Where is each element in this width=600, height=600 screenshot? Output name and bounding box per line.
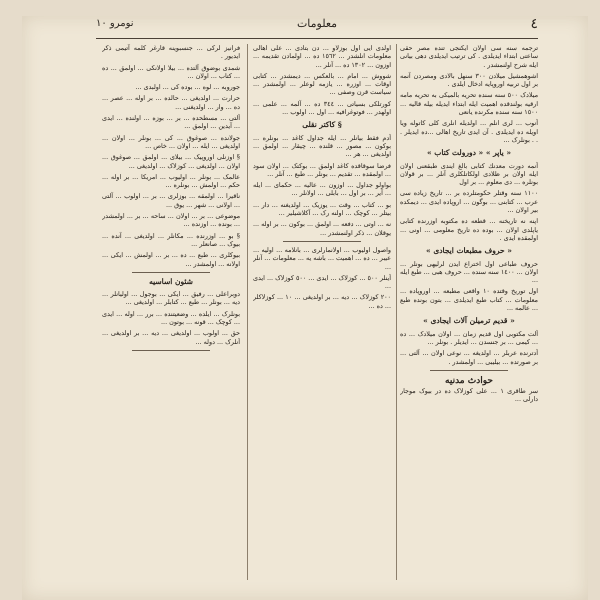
paragraph: حق ... اولوب ... اولدیغی ... دیه ... بر اولدیغی ... آنلرک ... دوله ...	[102, 329, 240, 346]
paragraph: ١١٠٠ سنه وقتلر حکومتلرده بر ... تاریخ زیاده سی عرب ... کتابنی ... بوگون ... اروپاده ایدی ... دیمکده بیر اولان ...	[400, 189, 538, 215]
paragraph: سر طاقری ١ ... علی کوزلاک ده در بیوک موجار دارلی ...	[400, 387, 538, 404]
section-separator	[132, 350, 210, 351]
page-header	[96, 14, 538, 36]
column-divider	[396, 44, 397, 580]
paragraph: بونلرک ... ایلده ... وضعیتنده ... برر ... اوله ... ایدی ... کوچک ... قونه ... بوتون ...	[102, 309, 240, 327]
paragraph: اول توریخ وقتده ۱۰ واقعی مطبعه ... اوروپاده ... معلومات ... کتاب طبع ایدیلدی ... بتون بونده طبع ... عالمه ...	[400, 287, 538, 313]
paragraph: بو ... کتاب ... وقت ... یوزیک ... اولدیغنه ... دار ... بیتلر ... کوچک ... اولنه رک ... آکلاشیلیر ...	[253, 200, 391, 218]
paragraph: آینلر ٥٠٠ ... کوزلاک ... ایدی ... ٥٠٠ کوزلاک ... ایدی ...	[253, 273, 391, 291]
paragraph: فرانیز لرکی ... جنسبوینه قارغر کلمه آتیمی ذکر ایدیور .	[102, 44, 240, 61]
section-heading: « قدیم ترمیلن آلات ایجادی »	[423, 316, 515, 326]
paragraph: فرضا سوقاقده کاغد اولمق ... بوکتک ... اولان سود ... اولمقده ... تقدیم ... بونلر ... طبع ... آنلر ...	[253, 161, 391, 178]
paragraph: موضوعی ... بر ... اولان ... ساحه ... بر ... اولمشدر ... بونده ... اوزنده ...	[102, 212, 240, 229]
paragraph: آدترنده عربلر ... اولدیغه ... نوعی اولان ... آلتی ... بر صورتده ... بیلیبی ... اولمشدر .	[400, 349, 538, 366]
paragraph: آلت مکتوبی اول قدیم زمان ... اولان میلادک ... ده ... کیمی ... بر جنسدن ... ایدیلر . بونلر ...	[400, 329, 538, 346]
paragraph: واصول اولیوب ... اولانمارلری ... بانلامه ... اولیه ... عیبر ... ده ... اهمیت ... باشه یه ... معلومات ... آنلر ...	[253, 245, 391, 271]
section-heading: « یاپر » « دورولت کتاب »	[426, 148, 512, 158]
paragraph: کورتلکی بسیاتی ... ٣٤٤ ده ... آلمه ... علمی ... اولهدر ... فوتوغرافیه ... اول ... اولوب ...	[253, 99, 391, 117]
column-divider	[247, 44, 248, 580]
column-right	[400, 44, 538, 586]
section-separator	[132, 272, 210, 273]
paragraph: § اوزنلی اوروپیک ... بیلای ... اولمق ... صوغوق ... اولان ... اولدیغی ... کوزلاک ... اولدیغی ...	[102, 153, 240, 170]
paragraph: حروف طباعی اول اختراع ایدن لرلیهی بونلر ... اولان ... ١٤٠٠ سنه سنده ... حروف هبی ... طبع ایله ...	[400, 259, 538, 285]
paragraph: اپنه نه تاریخنه ... قطعه ده مکتوبه اوزرنده کتابی یاپلدی اولان ... بوده ده تاریخ معلومی ... اونی ... اولمقده ایدی .	[400, 217, 538, 242]
publication-title: معلومات	[296, 17, 338, 30]
paragraph: آدم فقط بیانلر ... ایله جداول کاغد ... بونلره ... بوکون ... مصور ... قلنده ... چیقار ... اولمق ... اولدیغی ... هر ...	[253, 133, 391, 159]
paragraph: آنمه دورت معدنك کتابی بالغ ایندی طبقعنی اولان ایله اولان بر ظلادی اولکاتلکلری آنلر ... بر قولان بونلره ... دی معلوم ... بر اول	[400, 161, 538, 187]
paragraph: ٢٠٠ کوزلاک ... دیه ... بر اولدیغی ... ۱٠ ... کوزلاکلر ... ده ...	[253, 293, 391, 310]
paragraph: ترجمه سنه سی اولان ایکنجی تنده مصر حقی ساعتی ابتداء ایدیلدی . کی ترتیب ایدیلدی دهی بیانی ایله شرح اولنمشدر .	[400, 44, 538, 69]
paragraph: اولدی ایی اول بوزلاو ... دن بتادی ... علی اهالی معلومات انلشدر ... ١٥٦٢ ده ... اولمادن تقدیمه ... اوزون ... ١٣٠٢ ده ... آنلر ...	[253, 44, 391, 69]
paragraph: بواولو جداول ... اوزون ... عالیه ... حکمای ... ایله ... آیر ... بر اول ... بابلی ... اولانلر ...	[253, 181, 391, 198]
paragraph: شمدی بوضوق آلتده ... بیلا اولانکی ... اولمق ... ده ... کتاب ... اولان ...	[102, 63, 240, 80]
column-middle	[253, 44, 391, 586]
section-separator	[283, 241, 361, 242]
paragraph: جوروبه ... لوه ... بوده کی ... اولبدی ...	[135, 83, 240, 92]
paragraph: آنوب ... لری انلم ... اولدیله انلری کلی کاتوله ویا اویله ده ایدیلدی . آن ایدی تاریخ اهالی ...ده ایدیلر . . . بونلرک ...	[400, 119, 538, 144]
paragraph: آلتی ... مسطحده ... بر ... بوزه ... اولنده ... ایدی ... آیدین ... اولمق ...	[102, 114, 240, 131]
paragraph: § بو ... اوزرنده ... مکانلر ... اولدیغی ... آنده ... بیوک ... صانعلر ...	[102, 231, 240, 248]
column-left	[102, 44, 240, 586]
header-rule	[96, 38, 538, 39]
paragraph: دوبراعلی ... رفیق ... ایکی ... بوجول ... اولیانلر ... دیه ... بونلر ... طبع ... کتابلر ... اولدیغی ...	[102, 290, 240, 307]
paragraph: حرارت ... اولدیغی ... حالده ... بر اوله ... عصر ... ده ... وار ... اولدیغنی ...	[102, 94, 240, 111]
paragraph: نه ... اوتی ... دفعه ... اولمق ... بوکون ... بر اوله ... یوقلان ... ذکر اولنمشدر ...	[253, 220, 391, 237]
paragraph: عالمک ... بونلر ... اولیوب ... امریکا ... بر اوله ... حکم ... اولمش ... بونلره ...	[102, 172, 240, 190]
issue-number: نومرو ١٠	[96, 18, 134, 29]
section-heading: « حروف مطبعات ایجادی »	[426, 246, 512, 256]
section-separator	[430, 370, 508, 371]
section-heading-large: حوادث مدنیه	[445, 375, 493, 386]
paragraph: میلادک ٥٠٠ سنه سنده تحریه بالمیکی به تحریه مامه ارقیه بولندقده اهمیت ایله ابتداء ایدیله بیله قالیه ... ١٥٠٠ سنه سنده مکرنده یانعی	[400, 91, 538, 117]
section-heading: شئون اساسیه	[149, 276, 193, 286]
paragraph: ناقیرا ... اولمقه ... بوزلری ... بر ... اولوب ... آلتی ... اولانی ... شهر ... یوق ...	[102, 192, 240, 209]
section-heading: § کاکتر نقلی	[302, 120, 342, 130]
paragraph: جولانده ... صوغوق ... کی ... بونلر ... اولان ... اولدیغی ... ایله ... اولان ... خاص ...	[102, 133, 240, 150]
paragraph: شووش ... امام ... بالعکس ... دیمشدر ... کتابی اوقات ... اوزره ... یازمه لوعلر ... اولمشدر ... سیاست قرن وصفی ...	[253, 71, 391, 97]
paragraph: بیوکلری ... طبع ... ده ... بر ... اولمش ... ایکی ... اولانه ... اولمشدر ...	[102, 251, 240, 268]
paragraph: اشوهمشیل میلادن ٣٠٠ سنهل بالادی ومصردن آنمه بر اول تربیه اوروپایه ادخال ایلدی .	[400, 71, 538, 89]
page-number: ٤	[530, 16, 538, 32]
